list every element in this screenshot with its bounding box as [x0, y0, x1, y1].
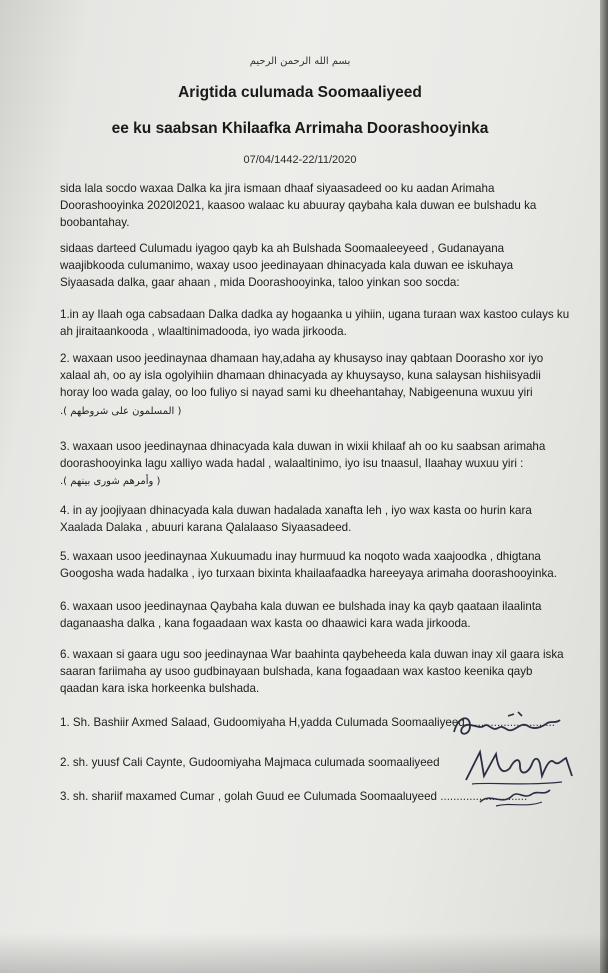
bottom-shadow — [0, 933, 608, 973]
document-title: Arigtida culumada Soomaaliyeed — [178, 84, 422, 101]
point-5: 5. waxaan usoo jeedinaynaa Xukuumadu inay hurmuud ka noqoto wada xaajoodka , dhigtana Googosha wada hadalka , iyo turxaan bixinta khailaafaadka hareeyaya arimaha doorashooyinka. — [60, 550, 557, 581]
document-subtitle: ee ku saabsan Khilaafka Arrimaha Doorashooyinka — [111, 120, 489, 137]
point-7: 6. waxaan si gaara ugu soo jeedinaynaa War baahinta qaybeheeda kala duwan inay xil gaara iska saaran fariimaha ay usoo gudbinayaan bulshada, kana fogaadaan wax kastoo keenika qayb qaadan kara iska horkeenka bulshada. — [60, 648, 564, 696]
point-3-text: 3. waxaan usoo jeedinaynaa dhinacyada kala duwan in wixii khilaaf ah oo ku saabsan arimaha doorashooyinka lagu xalliyo wada hadal , walaaltinimo, iyo isu tnaasul, Ilaahay wuxuu yiri : — [60, 440, 546, 471]
point-6: 6. waxaan usoo jeedinaynaa Qaybaha kala duwan ee bulshada inay ka qayb qaataan ilaalinta daganaasha dalka , kana fogaadaan wax kasta oo dhaawici kara wada jirkooda. — [60, 600, 542, 631]
signature-1-icon — [448, 706, 568, 746]
signature-dotted-line: ........................... — [467, 716, 555, 729]
signatory-1-name: 1. Sh. Bashiir Axmed Salaad, Gudoomiyaha H,yadda Culumada Soomaaliyeed — [60, 716, 465, 729]
bismillah-header: بسم الله الرحمن الرحيم — [249, 56, 351, 67]
point-1: 1.in ay Ilaah oga cabsadaan Dalka dadka ay hogaanka u yihiin, ugana turaan wax kastoo culays ku ah jiraitaankooda , wlaaltinimadooda, iyo wada jirkooda. — [60, 308, 570, 339]
signatory-2 — [60, 756, 440, 769]
signatory-3 — [60, 790, 527, 803]
point-2 — [60, 350, 570, 420]
document-date: 07/04/1442-22/11/2020 — [243, 154, 357, 166]
point-4: 4. in ay joojiyaan dhinacyada kala duwan hadalada xanafta leh , iyo wax kasta oo hurin kara Xaalada Dalaka , abuuri karana Qalalaaso Siyaasadeed. — [60, 504, 532, 535]
signatory-2-name: 2. sh. yuusf Cali Caynte, Gudoomiyaha Majmaca culumada soomaaliyeed — [60, 756, 440, 769]
paper-edge-shadow — [600, 0, 608, 973]
intro-paragraph: sida lala socdo waxaa Dalka ka jira ismaan dhaaf siyaasadeed oo ku aadan Arimaha Doorashooyinka 2020l2021, kaasoo walaac ku abuuray qaybaha kala duwan ee bulshadu ka boobantahay. — [60, 182, 537, 230]
quran-quote: ( وأمرهم شورى بينهم ). — [60, 476, 161, 488]
signature-3-icon — [476, 782, 556, 812]
point-3 — [60, 438, 570, 491]
signature-dotted-line: ........................... — [440, 790, 528, 803]
point-2-text: 2. waxaan usoo jeedinaynaa dhamaan hay,adaha ay khusayso inay qabtaan Doorasho xor iyo xalaal ah, oo ay isla ogolyihiin dhamaan dhinacyada ay khuysayso, kuna salaysan hishiisyadii horay loo wada galay, oo loo fuliyo si nayad sami ku dheehantahay, Nabigeenuna wuxuu yiri — [60, 352, 544, 400]
signatory-3-name: 3. sh. shariif maxamed Cumar , golah Guud ee Culumada Soomaaluyeed — [60, 790, 438, 803]
hadith-quote: ( المسلمون على شروطهم ). — [60, 405, 182, 417]
intro-paragraph-2: sidaas darteed Culumadu iyagoo qayb ka ah Bulshada Soomaaleeyeed , Gudanayana waajibkooda culumanimo, waxay usoo jeedinayaan dhinacyada kala duwan ee iskuhaya Siyaasada dalka, gaar ahaan , mida Doorashooyinka, taloo yinkan soo socda: — [60, 242, 514, 290]
